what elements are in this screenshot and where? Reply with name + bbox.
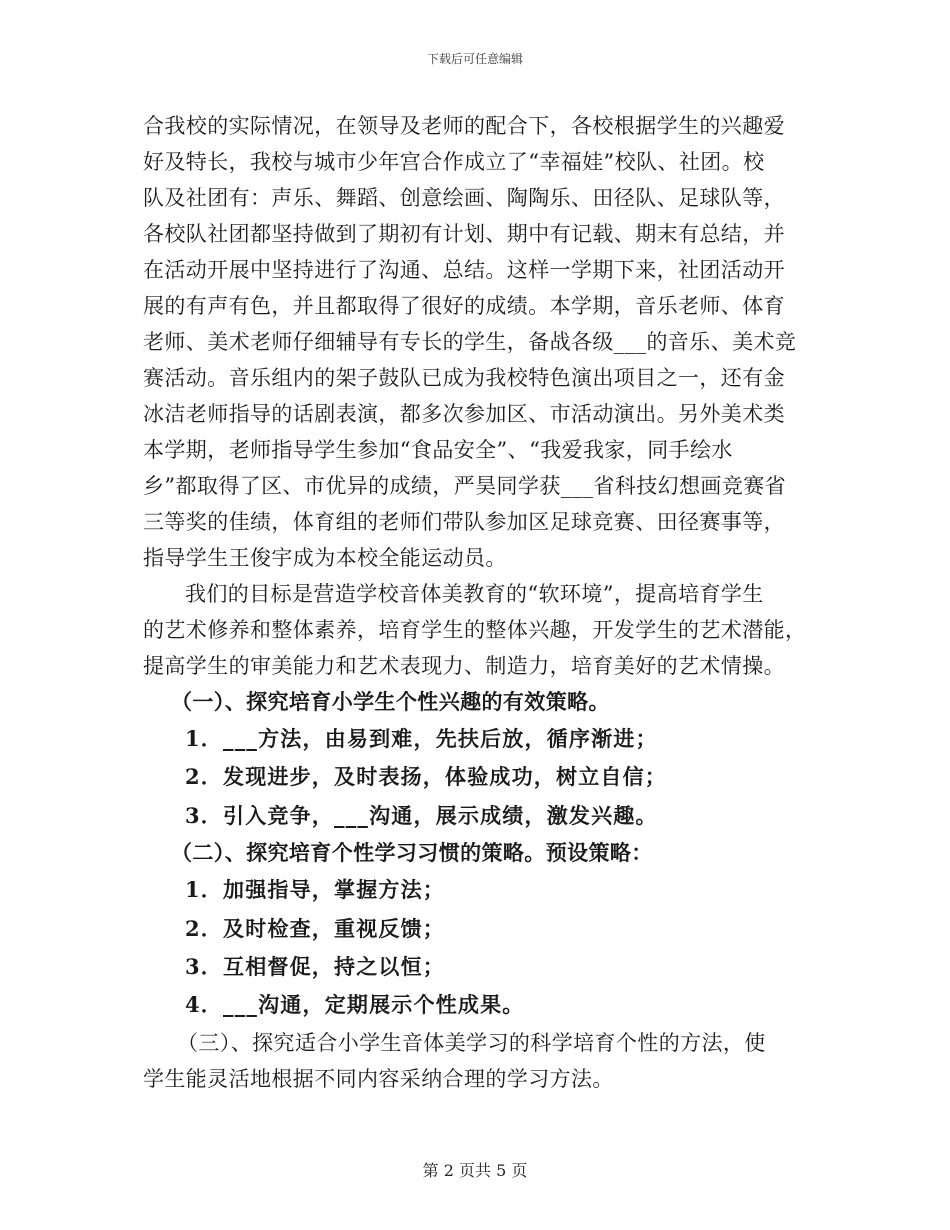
body-line: 队及社团有：声乐、舞蹈、创意绘画、陶陶乐、田径队、足球队等， xyxy=(143,186,785,210)
body-line: 展的有声有色，并且都取得了很好的成绩。本学期，音乐老师、体育 xyxy=(143,294,785,318)
body-line: 各校队社团都坚持做到了期初有计划、期中有记载、期末有总结，并 xyxy=(143,222,785,246)
list-item: 2．发现进步，及时表扬，体验成功，树立自信； xyxy=(185,764,668,790)
list-item: 1．加强指导，掌握方法； xyxy=(185,877,446,903)
list-item: 3．互相督促，持之以恒； xyxy=(185,953,446,979)
body-line: 冰洁老师指导的话剧表演，都多次参加区、市活动演出。另外美术类 xyxy=(143,402,785,426)
body-line: 老师、美术老师仔细辅导有专长的学生，备战各级___的音乐、美术竞 xyxy=(143,330,797,354)
body-line: 好及特长，我校与城市少年宫合作成立了“幸福娃”校队、社团。校 xyxy=(143,150,765,174)
page-number: 第 2 页共 5 页 xyxy=(422,1161,528,1180)
list-item: 2．及时检查，重视反馈； xyxy=(185,915,446,941)
document-body xyxy=(143,108,808,1097)
body-line: 三等奖的佳绩，体育组的老师们带队参加区足球竞赛、田径赛事等， xyxy=(143,510,785,534)
page-header: 下载后可任意编辑 xyxy=(426,52,523,66)
list-item: 4．___沟通，定期展示个性成果。 xyxy=(185,992,525,1018)
body-line: 我们的目标是营造学校音体美教育的“软环境”，提高培育学生 xyxy=(185,582,764,606)
body-line: 的艺术修养和整体素养，培育学生的整体兴趣，开发学生的艺术潜能， xyxy=(143,618,807,642)
body-line: 本学期，老师指导学生参加“食品安全”、“我爱我家，同手绘水 xyxy=(143,438,733,462)
body-line: 乡”都取得了区、市优异的成绩，严昊同学获___省科技幻想画竞赛省 xyxy=(143,474,787,498)
body-line: 指导学生王俊宇成为本校全能运动员。 xyxy=(143,546,507,570)
body-line: 合我校的实际情况，在领导及老师的配合下，各校根据学生的兴趣爱 xyxy=(143,114,785,138)
section-heading: （三）、探究适合小学生音体美学习的科学培育个性的方法，使 xyxy=(177,1030,766,1055)
section-heading: （一）、探究培育小学生个性兴趣的有效策略。 xyxy=(171,689,610,714)
section-heading: （二）、探究培育个性学习习惯的策略。预设策略： xyxy=(171,840,653,866)
list-item: 1．___方法，由易到难，先扶后放，循序渐进； xyxy=(185,726,658,751)
body-line: 赛活动。音乐组内的架子鼓队已成为我校特色演出项目之一，还有金 xyxy=(143,366,785,390)
body-line: 提高学生的审美能力和艺术表现力、制造力，培育美好的艺术情操。 xyxy=(143,654,785,678)
body-line: 学生能灵活地根据不同内容采纳合理的学习方法。 xyxy=(143,1066,614,1091)
list-item: 3．引入竞争，___沟通，展示成绩，激发兴趣。 xyxy=(185,802,658,828)
body-line: 在活动开展中坚持进行了沟通、总结。这样一学期下来，社团活动开 xyxy=(143,258,785,282)
